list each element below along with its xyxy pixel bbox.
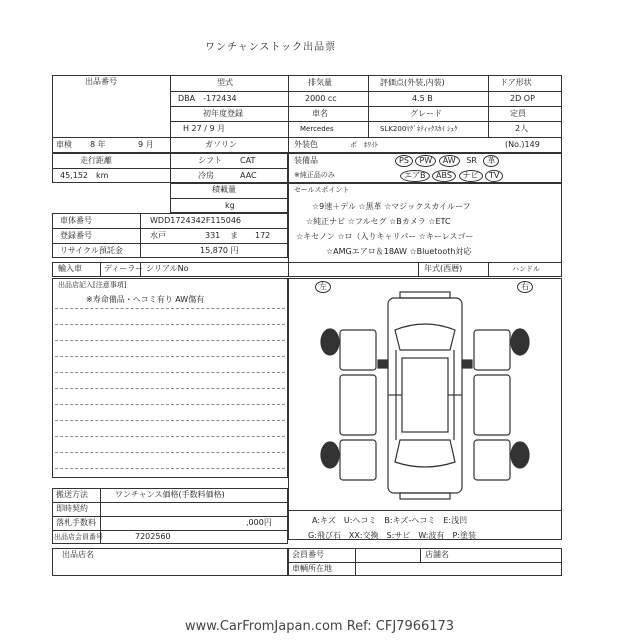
equipment-item: PW	[415, 155, 436, 167]
sales-points-label: セールスポイント	[294, 186, 350, 194]
model-year-label: 年式(西暦)	[424, 264, 463, 273]
chassis-number-label: 車体番号	[60, 216, 92, 225]
capacity-value: 2人	[515, 124, 529, 133]
delivery-label: 搬送方法	[56, 490, 88, 499]
displacement-value: 2000 cc	[305, 94, 337, 103]
registration-number-label: 登録番号	[60, 231, 92, 240]
watermark: www.CarFromJapan.com Ref: CFJ7966173	[185, 619, 455, 634]
dealer-name-label: 店舗名	[425, 550, 449, 559]
steering-label: ハンドル	[512, 265, 540, 273]
right-front-wheel	[511, 329, 529, 355]
import-car-label: 輸入車	[58, 264, 82, 273]
sales-point-line: ☆キセノン ☆ロ（入りキャリパー ☆キーレスゴー	[296, 232, 474, 241]
right-door-panel	[474, 375, 510, 435]
door-shape-label: ドア形状	[500, 78, 532, 87]
inspection-month: 9 月	[138, 140, 154, 149]
first-registration-value: H 27 / 9 月	[183, 124, 226, 133]
windshield-outline	[395, 324, 455, 350]
aircon-value: AAC	[240, 171, 257, 180]
registration-kana: ま	[230, 231, 238, 240]
equipment-item: ナビ	[459, 170, 483, 182]
price-type-label: ワンチャンス価格(手数料価格)	[115, 490, 225, 499]
left-rear-fender	[340, 440, 376, 480]
serial-label: シリアルNo	[146, 264, 189, 273]
mileage-label: 走行距離	[80, 156, 112, 165]
equipment-label: 装備品	[294, 156, 318, 165]
inspection-year: 8 年	[90, 140, 106, 149]
equipment-row1	[395, 155, 499, 167]
equipment-item: PS	[395, 155, 413, 167]
exhibitor-number-value: 7202560	[135, 532, 171, 541]
equipment-item: TV	[485, 170, 503, 182]
left-front-wheel	[321, 329, 339, 355]
winning-fee-label: 落札手数料	[56, 518, 96, 527]
storage-location-label: 車輌所在地	[292, 564, 332, 573]
exhibitor-name-label: 出品店名	[62, 550, 94, 559]
load-capacity-label: 積載量	[212, 185, 236, 194]
right-front-fender	[474, 330, 510, 370]
grade-value: SLK200ﾏｸﾞﾈﾃｨｯｸｽｶｲ ｼｭｸ	[380, 125, 458, 133]
chassis-number-value: WDD1724342F115046	[150, 216, 241, 225]
equipment-item: エアB	[400, 170, 430, 182]
right-rear-fender	[474, 440, 510, 480]
lot-number-label: 出品番号	[85, 77, 117, 86]
dealer-label: ディーラー	[104, 264, 144, 273]
right-side-label: 右	[517, 281, 533, 293]
report-note: ※寿命備品・ヘコミ有り AW傷有	[86, 295, 205, 304]
rear-bumper	[400, 493, 450, 499]
capacity-label: 定員	[510, 109, 526, 118]
displacement-label: 排気量	[308, 78, 332, 87]
fuel-value: ガソリン	[205, 140, 237, 149]
equipment-item: ABS	[432, 170, 456, 182]
exterior-color-value: ポ ﾎﾜｲﾄ	[350, 141, 378, 149]
grade-label: グレード	[410, 109, 442, 118]
exterior-color-label: 外装色	[294, 140, 318, 149]
color-number: (No.)149	[505, 140, 540, 149]
front-bumper	[400, 292, 450, 298]
immediate-contract-label: 即時契約	[56, 504, 88, 513]
sales-point-line: ☆純正ナビ ☆フルセグ ☆Bカメラ ☆ETC	[306, 217, 451, 226]
equipment-item: AW	[439, 155, 460, 167]
equipment-note: ※純正品のみ	[294, 171, 335, 179]
page-title: ワンチャンストック出品票	[205, 42, 337, 53]
shift-value: CAT	[240, 156, 256, 165]
rear-window-outline	[395, 440, 455, 467]
car-name-value: Mercedes	[300, 125, 334, 133]
grade-score-value: 4.5 B	[412, 94, 433, 103]
report-title: 出品店記入[注意事項]	[58, 281, 127, 289]
registration-class: 331	[205, 231, 221, 240]
first-registration-label: 初年度登録	[203, 109, 243, 118]
registration-office: 水戸	[150, 231, 166, 240]
member-number-label: 会員番号	[292, 550, 324, 559]
grade-score-label: 評価点(外装,内装)	[380, 78, 445, 87]
sales-point-line: ☆9速＋デル ☆黒革 ☆マジックスカイルーフ	[312, 202, 471, 211]
right-rear-wheel	[511, 442, 529, 468]
model-code-label: 型式	[217, 78, 233, 87]
damage-legend-row2: G:飛び石 XX:交換 S:サビ W:波有 P:塗装	[308, 531, 476, 540]
car-name-label: 車名	[312, 109, 328, 118]
left-side-label: 左	[315, 281, 331, 293]
model-code-value: DBA -172434	[178, 94, 237, 103]
left-door-panel	[340, 375, 376, 435]
recycle-deposit-label: リサイクル預託金	[60, 246, 123, 255]
inspection-label: 車検	[56, 140, 72, 149]
roof-outline	[402, 358, 448, 432]
mileage-value: 45,152 km	[60, 171, 109, 180]
door-shape-value: 2D OP	[510, 94, 535, 103]
equipment-item: SR	[466, 156, 477, 165]
equipment-row2	[400, 170, 503, 182]
vehicle-damage-diagram	[300, 290, 550, 505]
load-capacity-unit: kg	[225, 201, 235, 210]
equipment-item: 革	[483, 155, 499, 167]
left-front-fender	[340, 330, 376, 370]
exhibitor-number-label: 出品店会員番号	[54, 533, 103, 541]
right-mirror	[462, 360, 472, 368]
price-value: ,000円	[246, 518, 272, 527]
recycle-deposit-value: 15,870 円	[200, 246, 239, 255]
damage-legend-row1: A:キズ U:ヘコミ B:キズ-ヘコミ E:浅凹	[312, 516, 468, 525]
shift-label: シフト	[198, 156, 222, 165]
left-mirror	[378, 360, 388, 368]
sales-point-line: ☆AMGエアロ＆18AW ☆Bluetooth対応	[326, 247, 472, 256]
registration-digits: 172	[255, 231, 271, 240]
aircon-label: 冷房	[198, 171, 214, 180]
left-rear-wheel	[321, 442, 339, 468]
